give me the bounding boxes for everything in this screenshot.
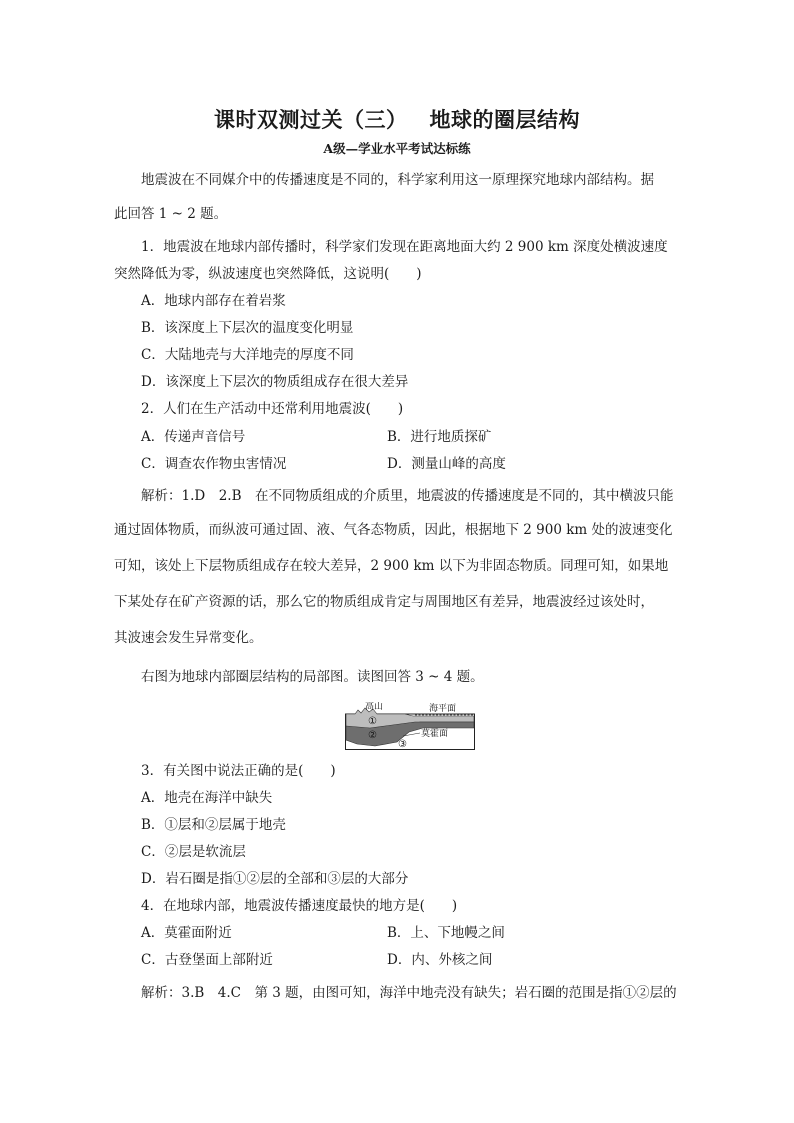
title-series: 课时双测过关（三） bbox=[214, 107, 408, 132]
intro-paragraph-line: 此回答 1 ~ 2 题。 bbox=[114, 206, 228, 222]
question-1-stem-cont: 突然降低为零，纵波速度也突然降低，这说明( ) bbox=[114, 266, 422, 282]
question-3-option-c: C．②层是软流层 bbox=[141, 844, 246, 860]
question-2-option-a: A．传递声音信号 bbox=[141, 429, 246, 445]
question-2-option-c: C．调查农作物虫害情况 bbox=[141, 456, 287, 472]
page-title bbox=[0, 104, 794, 134]
earth-layers-figure bbox=[345, 702, 475, 750]
question-2-option-b: B．进行地质探矿 bbox=[387, 429, 492, 445]
question-3-stem: 3．有关图中说法正确的是( ) bbox=[141, 763, 336, 779]
question-2-option-d: D．测量山峰的高度 bbox=[387, 456, 506, 472]
label-mountain: 高山 bbox=[365, 702, 384, 712]
question-3-option-a: A．地壳在海洋中缺失 bbox=[141, 790, 273, 806]
analysis-1-line: 其波速会发生异常变化。 bbox=[114, 630, 263, 646]
label-layer-1: ① bbox=[368, 716, 377, 727]
label-layer-3: ③ bbox=[398, 739, 407, 750]
question-3-option-b: B．①层和②层属于地壳 bbox=[141, 817, 286, 833]
intro-2-paragraph: 右图为地球内部圈层结构的局部图。读图回答 3 ~ 4 题。 bbox=[141, 669, 484, 685]
label-layer-2: ② bbox=[368, 730, 377, 741]
question-3-option-d: D．岩石圈是指①②层的全部和③层的大部分 bbox=[141, 871, 409, 887]
title-topic: 地球的圈层结构 bbox=[429, 107, 580, 132]
question-4-option-c: C．古登堡面上部附近 bbox=[141, 952, 273, 968]
question-1-option-c: C．大陆地壳与大洋地壳的厚度不同 bbox=[141, 347, 354, 363]
question-1-option-a: A．地球内部存在着岩浆 bbox=[141, 293, 286, 309]
question-4-option-b: B．上、下地幔之间 bbox=[387, 925, 505, 941]
question-2-stem: 2．人们在生产活动中还常利用地震波( ) bbox=[141, 401, 404, 417]
intro-paragraph-line: 地震波在不同媒介中的传播速度是不同的，科学家利用这一原理探究地球内部结构。据 bbox=[141, 172, 654, 188]
label-moho: 莫霍面 bbox=[421, 729, 449, 739]
question-1-option-b: B．该深度上下层次的温度变化明显 bbox=[141, 320, 354, 336]
analysis-2-line: 解析：3.B 4.C 第 3 题，由图可知，海洋中地壳没有缺失；岩石圈的范围是指①②层的 bbox=[141, 985, 677, 1001]
question-4-option-d: D．内、外核之间 bbox=[387, 952, 493, 968]
analysis-1-line: 可知，该处上下层物质组成存在较大差异，2 900 km 以下为非固态物质。同理可知，如果地 bbox=[114, 558, 669, 574]
analysis-1-line: 通过固体物质，而纵波可通过固、液、气各态物质，因此，根据地下 2 900 km 处的波速变化 bbox=[114, 522, 673, 538]
question-4-stem: 4．在地球内部，地震波传播速度最快的地方是( ) bbox=[141, 898, 458, 914]
section-subtitle: A级—学业水平考试达标练 bbox=[323, 141, 471, 156]
analysis-1-line: 下某处存在矿产资源的话，那么它的物质组成肯定与周围地区有差异，地震波经过该处时， bbox=[114, 594, 654, 610]
question-1-stem: 1．地震波在地球内部传播时，科学家们发现在距离地面大约 2 900 km 深度处横波速度 bbox=[141, 239, 668, 255]
question-4-option-a: A．莫霍面附近 bbox=[141, 925, 232, 941]
label-sea-level: 海平面 bbox=[429, 704, 457, 714]
analysis-1-line: 解析：1.D 2.B 在不同物质组成的介质里，地震波的传播速度是不同的，其中横波只能 bbox=[141, 488, 674, 504]
question-1-option-d: D．该深度上下层次的物质组成存在很大差异 bbox=[141, 374, 409, 390]
